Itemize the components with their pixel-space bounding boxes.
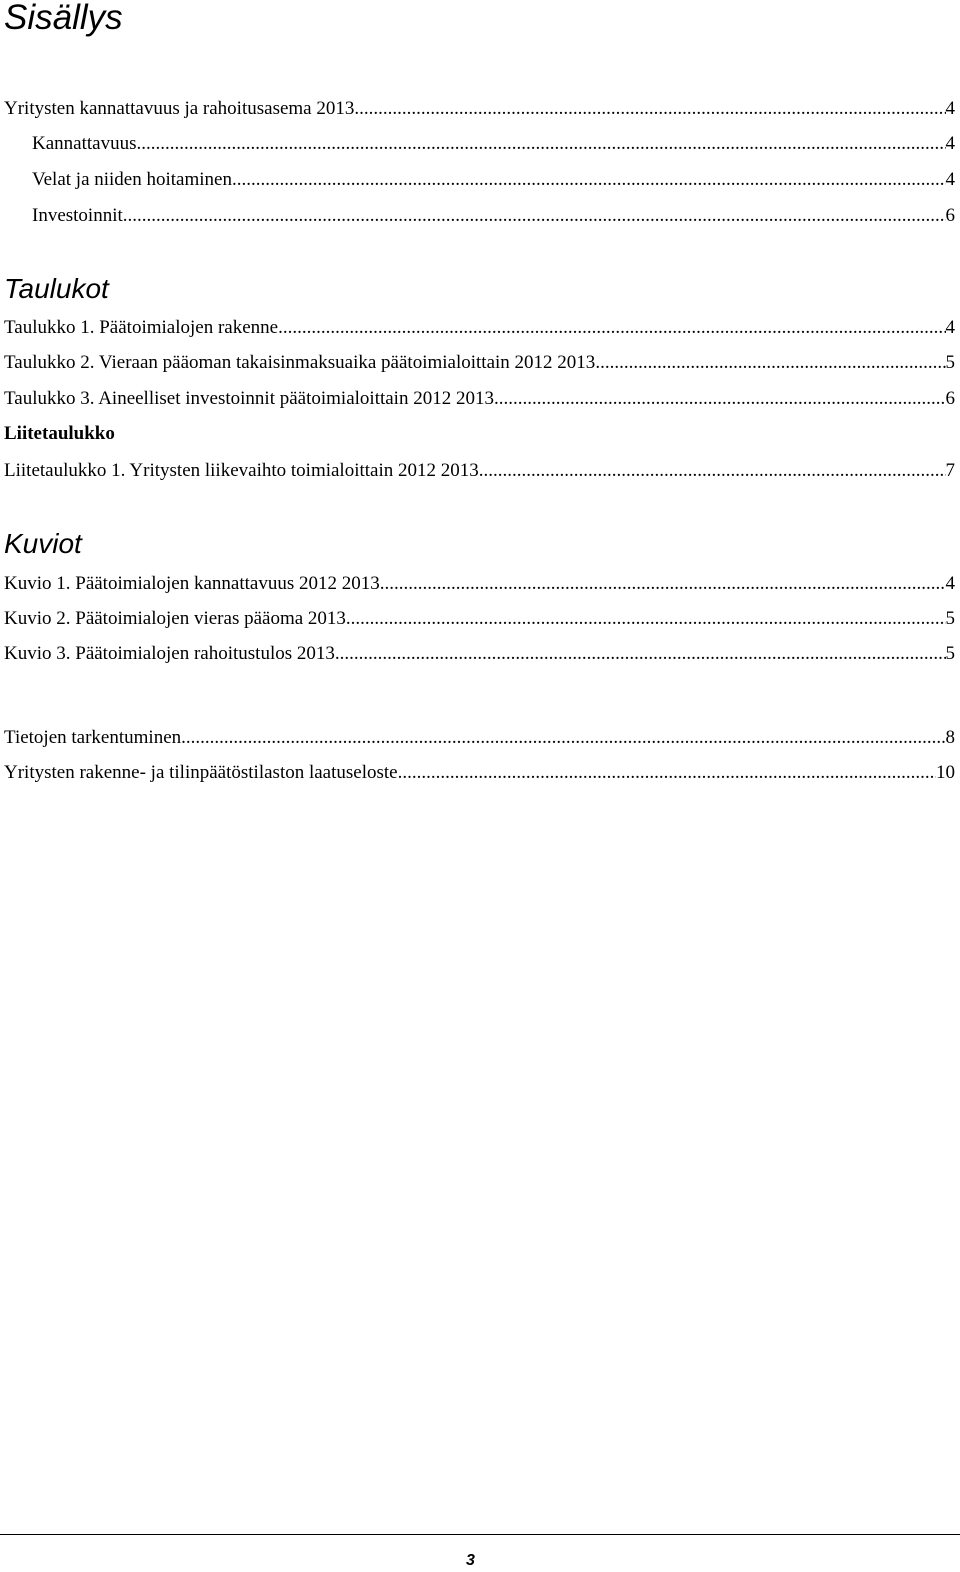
toc-entry-page: 8 xyxy=(945,727,955,748)
dot-leader xyxy=(136,133,945,155)
toc-entry[interactable] xyxy=(4,573,955,595)
dot-leader xyxy=(595,352,945,374)
toc-entry[interactable] xyxy=(4,317,955,339)
toc-entry[interactable] xyxy=(4,460,955,482)
appendix-tables-heading: Liitetaulukko xyxy=(4,423,115,444)
toc-entry-label: Kuvio 3. Päätoimialojen rahoitustulos 2013 xyxy=(4,643,335,664)
toc-entry-page: 5 xyxy=(945,352,955,373)
dot-leader xyxy=(479,460,946,482)
toc-entry-page: 4 xyxy=(945,169,955,190)
toc-entry-page: 5 xyxy=(945,608,955,629)
dot-leader xyxy=(123,205,946,227)
toc-entry-page: 4 xyxy=(945,317,955,338)
toc-entry[interactable] xyxy=(32,169,955,191)
footer-divider xyxy=(0,1534,960,1535)
toc-entry-label: Taulukko 1. Päätoimialojen rakenne xyxy=(4,317,279,338)
toc-entry[interactable] xyxy=(32,133,955,155)
dot-leader xyxy=(181,727,945,749)
dot-leader xyxy=(346,608,946,630)
toc-entry-page: 4 xyxy=(945,98,955,119)
page-number: 3 xyxy=(466,1552,475,1569)
tables-heading: Taulukot xyxy=(4,273,109,304)
toc-entry-label: Investoinnit xyxy=(32,205,123,226)
toc-entry-label: Taulukko 2. Vieraan pääoman takaisinmaksuaika päätoimialoittain 2012 2013 xyxy=(4,352,596,373)
dot-leader xyxy=(335,643,946,665)
toc-entry[interactable] xyxy=(4,352,955,374)
dot-leader xyxy=(232,169,946,191)
toc-entry[interactable] xyxy=(32,205,955,227)
toc-entry[interactable] xyxy=(4,643,955,665)
toc-entry-label: Taulukko 3. Aineelliset investoinnit päätoimialoittain 2012 2013 xyxy=(4,388,494,409)
dot-leader xyxy=(354,98,945,120)
toc-entry-page: 6 xyxy=(945,388,955,409)
figures-heading: Kuviot xyxy=(4,528,82,559)
dot-leader xyxy=(380,573,946,595)
toc-entry-label: Kannattavuus xyxy=(32,133,137,154)
toc-entry-label: Kuvio 2. Päätoimialojen vieras pääoma 2013 xyxy=(4,608,346,629)
toc-entry-label: Kuvio 1. Päätoimialojen kannattavuus 2012 2013 xyxy=(4,573,380,594)
toc-entry-page: 6 xyxy=(945,205,955,226)
toc-entry[interactable] xyxy=(4,727,955,749)
toc-entry-page: 4 xyxy=(945,573,955,594)
dot-leader xyxy=(398,762,936,784)
toc-entry[interactable] xyxy=(4,98,955,120)
toc-entry-page: 5 xyxy=(945,643,955,664)
toc-entry-label: Liitetaulukko 1. Yritysten liikevaihto toimialoittain 2012 2013 xyxy=(4,460,479,481)
toc-entry-label: Yritysten rakenne- ja tilinpäätöstilaston laatuseloste xyxy=(4,762,398,783)
toc-entry-label: Yritysten kannattavuus ja rahoitusasema 2013 xyxy=(4,98,355,119)
toc-entry-page: 7 xyxy=(945,460,955,481)
toc-entry-page: 10 xyxy=(936,762,955,783)
dot-leader xyxy=(494,388,946,410)
toc-entry-label: Tietojen tarkentuminen xyxy=(4,727,182,748)
toc-entry-label: Velat ja niiden hoitaminen xyxy=(32,169,232,190)
toc-entry-page: 4 xyxy=(945,133,955,154)
toc-entry[interactable] xyxy=(4,388,955,410)
page-title: Sisällys xyxy=(4,0,123,37)
toc-entry[interactable] xyxy=(4,762,955,784)
toc-entry[interactable] xyxy=(4,608,955,630)
dot-leader xyxy=(278,317,945,339)
